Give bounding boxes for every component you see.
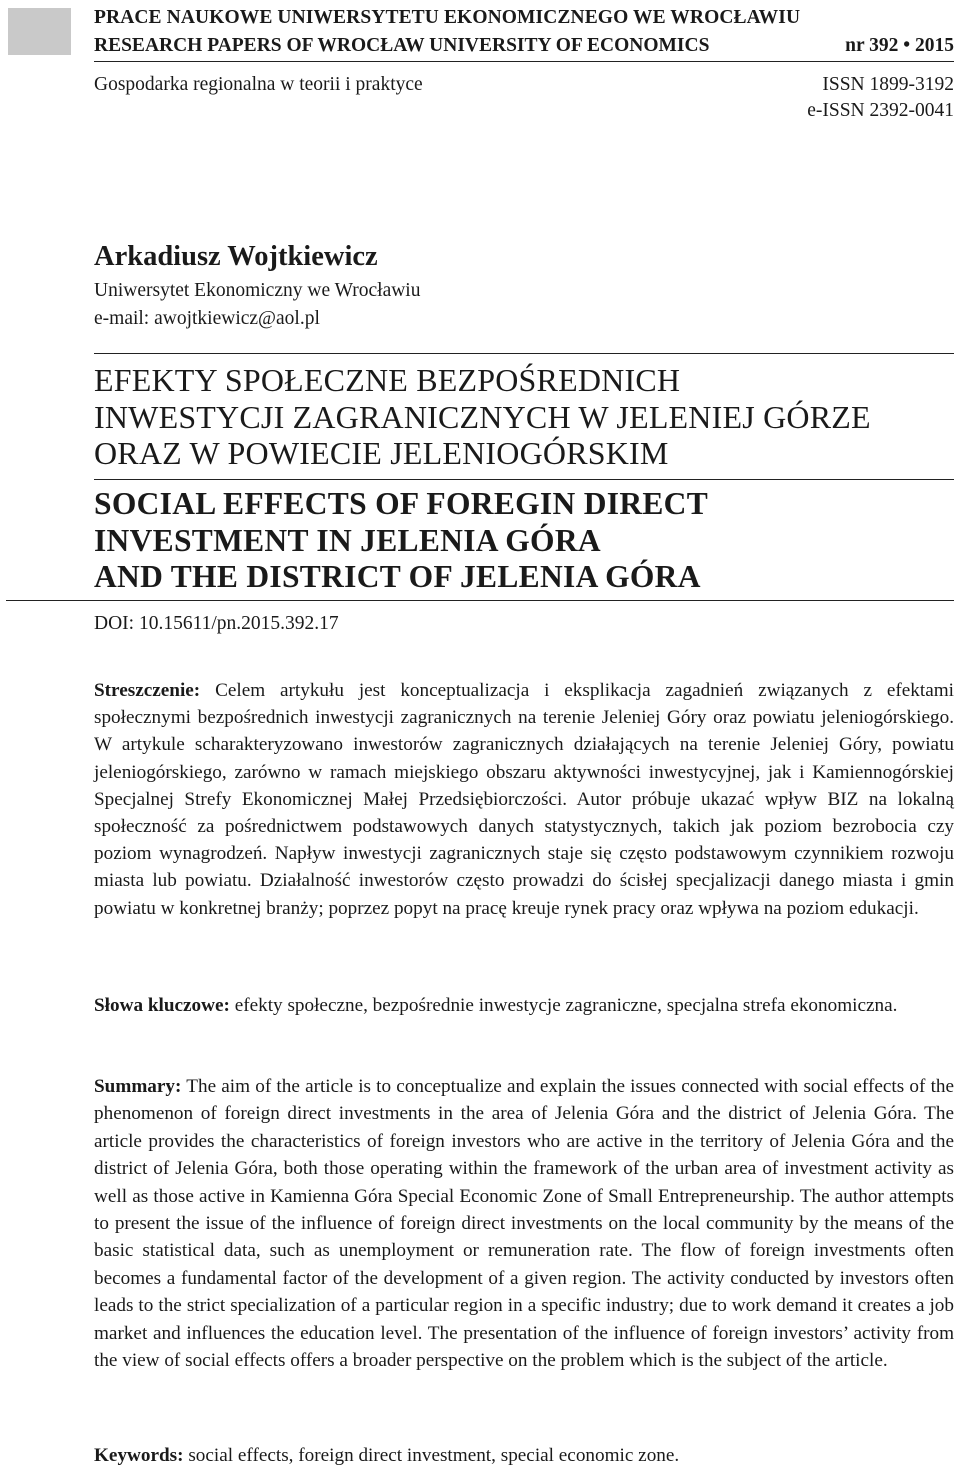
- title-pl: [94, 362, 954, 472]
- keywords-pl-text: efekty społeczne, bezpośrednie inwestycje zagraniczne, specjalna strefa ekonomiczna.: [234, 995, 898, 1016]
- journal-row: [94, 73, 954, 97]
- series-title-en: RESEARCH PAPERS OF WROCŁAW UNIVERSITY OF ECONOMICS: [94, 35, 710, 56]
- header-divider: [94, 61, 954, 62]
- summary-en-text: The aim of the article is to conceptualize and explain the issues connected with social effects of the phenomenon of foreign direct investments in the area of Jelenia Góra and the district of Jelenia Góra. The article provides the characteristics of foreign investors who are active in the territory of Jelenia Góra and the district of Jelenia Góra, both those operating within the framework of the urban area of investment activity as well as those active in Kamienna Góra Special Economic Zone of Small Entrepreneurship. The author attempts to present the issue of the influence of foreign direct investments on the local community by the means of the basic statistical data, such as unemployment or remuneration rate. The flow of foreign investments often becomes a fundamental factor of the development of a given region. The activity conducted by investors often leads to the strict specialization of a particular region in a specific industry; due to work demand it creates a job market and influences the education level. The presentation of the influence of foreign investors’ activity from the view of social effects offers a broader perspective on the problem which is the subject of the article.: [94, 1076, 955, 1372]
- keywords-en-text: social effects, foreign direct investment, special economic zone.: [188, 1445, 680, 1466]
- doi: DOI: 10.15611/pn.2015.392.17: [94, 613, 339, 634]
- author-name: Arkadiusz Wojtkiewicz: [94, 241, 378, 272]
- keywords-pl: [94, 992, 954, 1019]
- journal-name: Gospodarka regionalna w teorii i praktyce: [94, 74, 423, 95]
- abstract-pl-label: Streszczenie:: [94, 680, 201, 701]
- series-title-pl: PRACE NAUKOWE UNIWERSYTETU EKONOMICZNEGO WE WROCŁAWIU: [94, 7, 801, 28]
- title-pl-line: EFEKTY SPOŁECZNE BEZPOŚREDNICH: [94, 362, 681, 398]
- summary-en: [94, 1073, 954, 1374]
- title-divider-middle: [94, 479, 954, 480]
- eissn: e-ISSN 2392-0041: [807, 100, 954, 121]
- keywords-en: [94, 1442, 954, 1469]
- title-pl-line: INWESTYCJI ZAGRANICZNYCH W JELENIEJ GÓRZE: [94, 398, 871, 435]
- keywords-pl-label: Słowa kluczowe:: [94, 995, 230, 1016]
- title-divider-bottom: [6, 600, 954, 601]
- issn: ISSN 1899-3192: [822, 74, 954, 95]
- series-title-en-row: [94, 34, 954, 58]
- summary-en-label: Summary:: [94, 1076, 182, 1097]
- issue-number: nr 392 • 2015: [845, 35, 954, 56]
- publisher-logo-placeholder: [8, 8, 71, 55]
- keywords-en-label: Keywords:: [94, 1445, 184, 1466]
- title-pl-line: ORAZ W POWIECIE JELENIOGÓRSKIM: [94, 435, 669, 471]
- title-en-line: SOCIAL EFFECTS OF FOREGIN DIRECT: [94, 486, 709, 521]
- author-affiliation: Uniwersytet Ekonomiczny we Wrocławiu: [94, 280, 421, 301]
- title-divider-top: [94, 353, 954, 354]
- title-en-line: AND THE DISTRICT OF JELENIA GÓRA: [94, 559, 701, 594]
- title-en: [94, 486, 954, 596]
- abstract-pl-text: Celem artykułu jest konceptualizacja i eksplikacja zagadnień związanych z efektami społecznymi bezpośrednich inwestycji zagranicznych na terenie Jeleniej Góry oraz powiatu jeleniogórskiego. W artykule scharakteryzowano inwestorów zagranicznych działających na terenie Jeleniej Góry, powiatu jeleniogórskiego, zarówno w ramach miejskiego obszaru aktywności inwestycyjnej, jak i Kamiennogórskiej Specjalnej Strefy Ekonomicznej Małej Przedsiębiorczości. Autor próbuje ukazać wpływ BIZ na lokalną społeczność za pośrednictwem podstawowych danych statystycznych, takich jak poziom bezrobocia czy poziom wynagrodzeń. Napływ inwestycji zagranicznych staje się często podstawowym czynnikiem rozwoju miasta lub powiatu. Działalność inwestorów często prowadzi do ścisłej specjalizacji danego miasta i gmin powiatu w konkretnej branży; poprzez popyt na pracę kreuje rynek pracy oraz wpływa na poziom edukacji.: [94, 680, 954, 919]
- title-en-line: INVESTMENT IN JELENIA GÓRA: [94, 522, 601, 558]
- author-email: e-mail: awojtkiewicz@aol.pl: [94, 308, 320, 329]
- abstract-pl: [94, 677, 954, 922]
